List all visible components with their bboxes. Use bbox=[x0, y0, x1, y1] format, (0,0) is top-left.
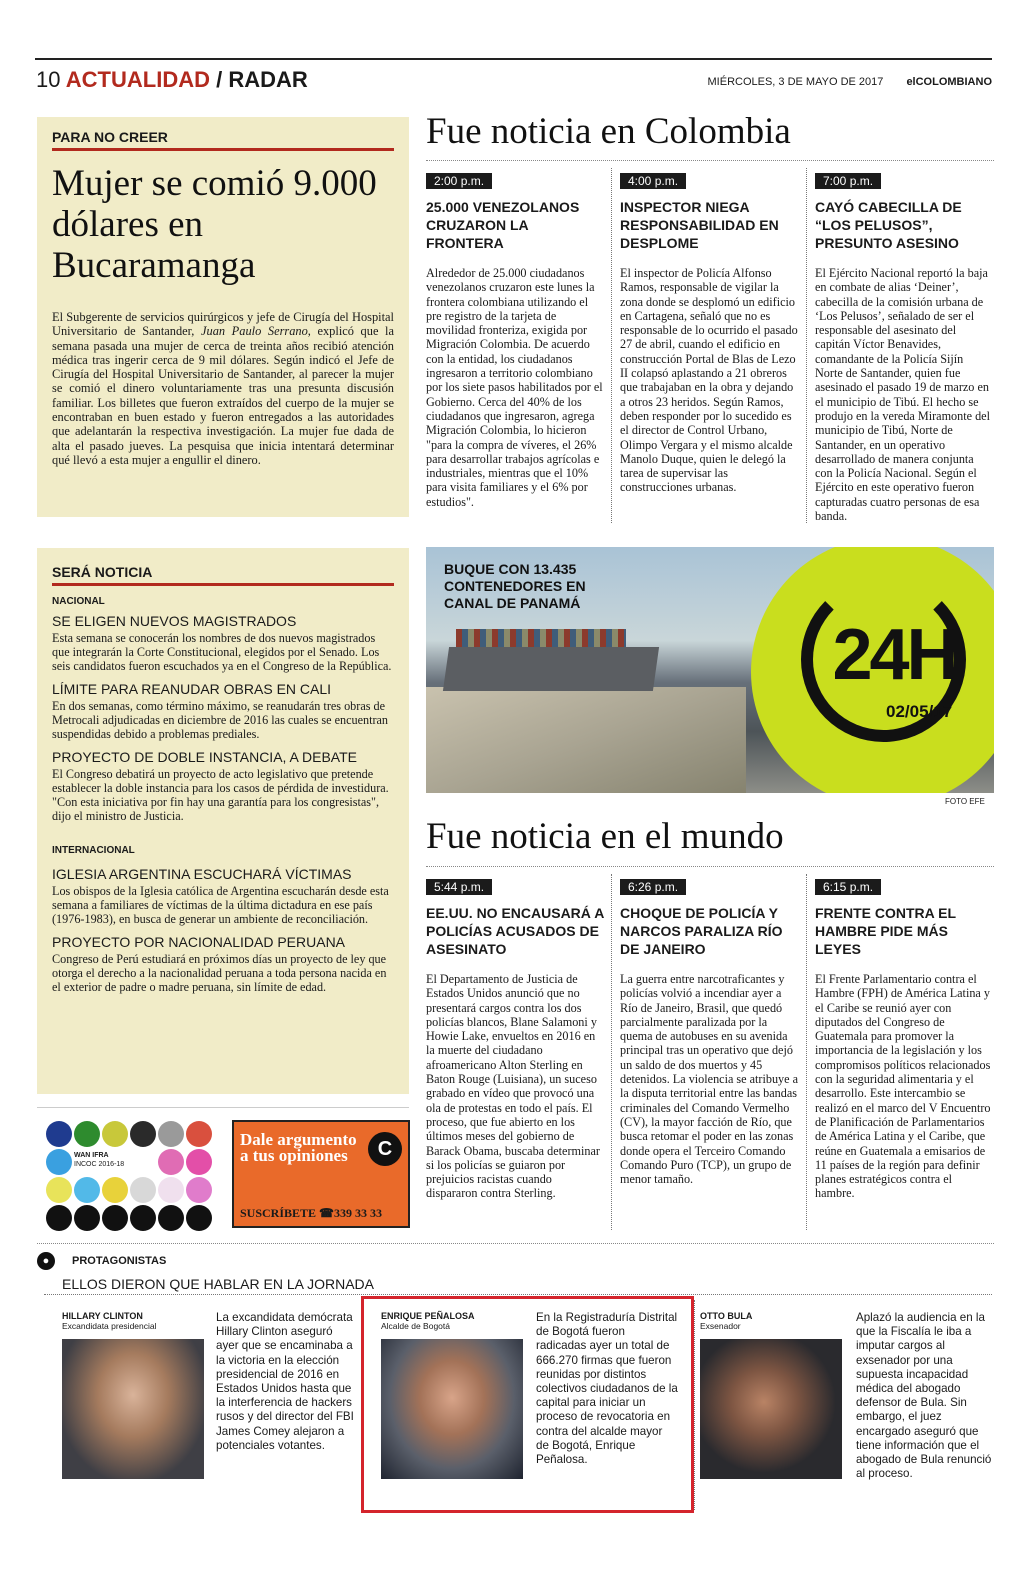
color-swatch bbox=[102, 1121, 128, 1147]
protagonistas-rule bbox=[44, 1294, 992, 1295]
column-divider bbox=[806, 874, 807, 1230]
sera-noticia-body: Congreso de Perú estudiará en próximos días un proyecto de ley que otorga el derecho a la nacionalidad peruana a toda persona nacida en el exterior de padre o madre peruana, sin límite de edad. bbox=[52, 952, 387, 994]
sera-noticia-headline: IGLESIA ARGENTINA ESCUCHARÁ VÍCTIMAS bbox=[52, 866, 352, 882]
protagonist-name: ENRIQUE PEÑALOSA bbox=[381, 1311, 475, 1321]
item-headline: INSPECTOR NIEGA RESPONSABILIDAD EN DESPLOME bbox=[620, 199, 779, 251]
colombia-item bbox=[620, 172, 798, 495]
protagonist-role: Exsenador bbox=[700, 1321, 741, 1331]
protagonist-role: Excandidata presidencial bbox=[62, 1321, 157, 1331]
sera-noticia-body: Esta semana se conocerán los nombres de dos nuevos magistrados que integrarán la Corte Constitucional, elegidos por el Senado. Los seis candidatos fueron escuchados ya en el Congreso de la República. bbox=[52, 631, 392, 673]
item-time: 7:00 p.m. bbox=[815, 173, 881, 189]
incoc-text: INCOC 2016-18 bbox=[74, 1161, 125, 1168]
item-time: 5:44 p.m. bbox=[426, 879, 492, 895]
sera-noticia-headline: PROYECTO DE DOBLE INSTANCIA, A DEBATE bbox=[52, 749, 357, 765]
ad-cta: SUSCRÍBETE ☎339 33 33 bbox=[240, 1206, 382, 1220]
page-number: 10 bbox=[36, 67, 61, 92]
sera-noticia-body: Los obispos de la Iglesia católica de Argentina escucharán desde esta semana a familiares de víctimas de la última dictadura en ese país (1976-1983), en busca de generar un ambiente de reconciliación. bbox=[52, 884, 389, 926]
print-color-bar bbox=[40, 1113, 216, 1231]
item-body: Alrededor de 25.000 ciudadanos venezolanos cruzaron este lunes la frontera colombiana utilizando el pre registro de la tarjeta de movilidad fronteriza, exigida por Migración Colombia. De acuerdo con la entidad, los ciudadanos ingresaron a territorio colombiano por los siete pasos habilitados por el Gobierno. Cerca del 40% de los ciudadanos que ingresaron, agrega Migración Colombia, lo hicieron "para la compra de víveres, el 26% para desarrollar trabajos agrícolas e industriales, mientras que el 10% para visita familiares y el 6% por estudios". bbox=[426, 266, 603, 509]
color-swatch bbox=[102, 1177, 128, 1203]
color-swatch bbox=[158, 1149, 184, 1175]
protagonistas-subtitle: ELLOS DIERON QUE HABLAR EN LA JORNADA bbox=[62, 1276, 374, 1292]
canal-wall bbox=[426, 687, 746, 793]
header-separator: / bbox=[216, 67, 223, 92]
colombia-section-title: Fue noticia en Colombia bbox=[426, 111, 791, 152]
column-divider bbox=[611, 874, 612, 1230]
colombia-item bbox=[815, 172, 993, 523]
24h-date: 02/05/17 bbox=[886, 702, 953, 721]
item-headline: FRENTE CONTRA EL HAMBRE PIDE MÁS LEYES bbox=[815, 905, 956, 957]
protagonist-card bbox=[700, 1311, 994, 1491]
protagonist-card bbox=[62, 1311, 362, 1491]
photo-credit: FOTO EFE bbox=[945, 797, 985, 806]
mundo-title-rule bbox=[426, 866, 994, 867]
item-time: 6:26 p.m. bbox=[620, 879, 686, 895]
hillary-clinton-photo bbox=[62, 1339, 204, 1479]
item-time: 4:00 p.m. bbox=[620, 173, 686, 189]
color-swatch bbox=[130, 1177, 156, 1203]
header-meta bbox=[708, 76, 992, 88]
otto-bula-photo bbox=[700, 1339, 842, 1479]
color-swatch bbox=[46, 1205, 72, 1231]
colombia-title-rule bbox=[426, 160, 994, 161]
section-name: ACTUALIDAD bbox=[65, 67, 210, 92]
para-no-creer-body-1: El Subgerente de servicios quirúrgicos y jefe de Cirugía del Hospital Universitario de Santander, bbox=[52, 310, 394, 339]
nacional-label: NACIONAL bbox=[52, 596, 105, 607]
item-time: 6:15 p.m. bbox=[815, 879, 881, 895]
color-swatch bbox=[158, 1205, 184, 1231]
item-body: El Departamento de Justicia de Estados Unidos anunció que no presentará cargos contra los dos policías blancos, Blane Salamoni y Howie Lake, envueltos en 2016 en la muerte del ciudadano afroamericano Alton Sterling en Baton Rouge (Luisiana), un suceso grabado en vídeo que provocó una ola de protestas en todo el país. El proceso, que fue abierto en los últimos meses del gobierno de Barack Obama, buscaba determinar si los policías se guiaron por prejuicios racistas cuando dispararon contra Sterling. bbox=[426, 972, 600, 1201]
color-swatch bbox=[186, 1205, 212, 1231]
sera-noticia-headline: SE ELIGEN NUEVOS MAGISTRADOS bbox=[52, 613, 297, 629]
sera-noticia-headline: LÍMITE PARA REANUDAR OBRAS EN CALI bbox=[52, 681, 332, 697]
sera-noticia-kicker: SERÁ NOTICIA bbox=[52, 564, 394, 586]
color-swatch bbox=[130, 1121, 156, 1147]
header-rule bbox=[35, 58, 992, 60]
wan-ifra-text: WAN IFRA bbox=[74, 1152, 109, 1159]
para-no-creer-body bbox=[52, 310, 394, 467]
column-divider bbox=[694, 1300, 695, 1510]
para-no-creer-kicker: PARA NO CREER bbox=[52, 129, 394, 151]
color-swatch bbox=[74, 1121, 100, 1147]
mundo-item bbox=[815, 878, 993, 1201]
mundo-item bbox=[426, 878, 606, 1201]
item-body: El inspector de Policía Alfonso Ramos, responsable de vigilar la zona donde se desplomó un edificio en Cartagena, señaló que no es responsable de lo ocurrido el pasado 27 de abril, cuando el edificio en construcción Portal de Blas de Lezo II colapsó aplastando a 21 obreros que trabajaban en la obra y dejando a otros 23 heridos. Según Ramos, deben responder por lo sucedido es el director de Control Urbano, Olimpo Vergara y el mismo alcalde Manolo Duque, quien le delegó la tarea de supervisar las construcciones urbanas. bbox=[620, 266, 798, 495]
color-swatch bbox=[186, 1149, 212, 1175]
protagonist-name: OTTO BULA bbox=[700, 1311, 753, 1321]
protagonistas-title: PROTAGONISTAS bbox=[72, 1255, 167, 1267]
color-swatch bbox=[74, 1205, 100, 1231]
para-no-creer-body-2: , explicó que la semana pasada una mujer de cerca de treinta años recibió atención médica tras ingerir cerca de 9 mil dólares. Según indicó el Jefe de Cirugía del Hospital Universitario de Santander, al parecer la mujer se comió el dinero voluntariamente tras una presunta discusión familiar. Los billetes que fueron extraídos del cuerpo de la mujer se encontraban en buen estado y fueron entregados a las autoridades que adelantarán la respectiva investigación. La mujer fue dada de alta el pasado jueves. La pesquisa que inicia intentará determinar qué llevó a esta mujer a engullir el dinero. bbox=[52, 324, 394, 467]
ad-area-rule bbox=[37, 1107, 409, 1108]
photo-caption: BUQUE CON 13.435 CONTENEDORES EN CANAL DE PANAMÁ bbox=[444, 561, 586, 611]
item-headline: EE.UU. NO ENCAUSARÁ A POLICÍAS ACUSADOS DE ASESINATO bbox=[426, 905, 604, 957]
protagonist-text: Aplazó la audiencia en la que la Fiscalía le iba a imputar cargos al exsenador por una supuesta incapacidad médica del abogado defensor de Bula. Sin embargo, el juez encargado aseguró que tiene información que el abogado de Bula renunció al proceso. bbox=[856, 1311, 992, 1481]
protagonist-text: En la Registraduría Distrital de Bogotá fueron radicadas ayer un total de 666.270 firmas que fueron reunidas por distintos colectivos ciudadanos de la capital para iniciar un proceso de revocatoria en contra del alcalde mayor de Bogotá, Enrique Peñalosa. bbox=[536, 1311, 678, 1467]
color-swatch bbox=[46, 1121, 72, 1147]
ship-hull bbox=[443, 647, 659, 691]
para-no-creer-title: Mujer se comió 9.000 dólares en Bucaramanga bbox=[52, 163, 377, 286]
column-divider bbox=[806, 168, 807, 523]
wan-ifra-logo bbox=[74, 1151, 128, 1169]
sera-noticia-body: El Congreso debatirá un proyecto de acto legislativo que pretende establecer la doble instancia para los casos de pérdida de investidura. "Con esta iniciativa por fin hay una garantía para los congresistas", dijo el ministro de Justicia. bbox=[52, 767, 389, 823]
newspaper-brand: elCOLOMBIANO bbox=[906, 76, 992, 88]
24h-badge bbox=[751, 547, 994, 793]
item-headline: 25.000 VENEZOLANOS CRUZARON LA FRONTERA bbox=[426, 199, 580, 251]
color-swatch bbox=[46, 1149, 72, 1175]
color-swatch bbox=[158, 1121, 184, 1147]
panama-canal-photo bbox=[426, 547, 994, 793]
color-swatch bbox=[102, 1205, 128, 1231]
24h-label: 24H bbox=[832, 615, 956, 695]
subscription-ad[interactable] bbox=[232, 1120, 410, 1228]
ad-headline: Dale argumento a tus opiniones bbox=[240, 1130, 357, 1165]
mundo-section-title: Fue noticia en el mundo bbox=[426, 816, 784, 857]
internacional-label: INTERNACIONAL bbox=[52, 845, 135, 856]
item-time: 2:00 p.m. bbox=[426, 173, 492, 189]
sera-noticia-box bbox=[37, 548, 409, 1094]
sera-noticia-body: En dos semanas, como término máximo, se reanudarán tres obras de Metrocali adjudicadas en diciembre de 2016 las cuales se encuentran suspendidas debido a problemas prediales. bbox=[52, 699, 389, 741]
page-header bbox=[36, 67, 308, 93]
subsection-name: RADAR bbox=[228, 67, 308, 92]
protagonist-text: La excandidata demócrata Hillary Clinton aseguró ayer que se encaminaba a la victoria en la elección presidencial de 2016 en Estados Unidos hasta que la interferencia de hackers rusos y del director del FBI James Comey alejaron a potenciales votantes. bbox=[216, 1311, 354, 1452]
highlight-box bbox=[361, 1296, 694, 1513]
colombia-item bbox=[426, 172, 604, 509]
person-icon: ● bbox=[37, 1252, 55, 1270]
color-swatch bbox=[74, 1177, 100, 1203]
item-headline: CAYÓ CABECILLA DE “LOS PELUSOS”, PRESUNTO ASESINO bbox=[815, 199, 962, 251]
issue-date: MIÉRCOLES, 3 DE MAYO DE 2017 bbox=[707, 76, 884, 88]
color-swatch bbox=[46, 1177, 72, 1203]
para-no-creer-box bbox=[37, 117, 409, 517]
el-colombiano-logo-icon: C bbox=[368, 1132, 402, 1166]
item-body: El Frente Parlamentario contra el Hambre (FPH) de América Latina y el Caribe se reunió ayer con diputados del Congreso de Guatemala para promover la importancia de la legislación y los compromisos políticos relacionados con la seguridad alimentaria y el desarrollo. Este intercambio se realizó en el marco del V Encuentro de Planificación de Parlamentarios de América Latina y el Caribe, que reúne en Guatemala a emisarios de 11 países de la región para definir planes estratégicos contra el hambre. bbox=[815, 972, 991, 1201]
protagonist-name: HILLARY CLINTON bbox=[62, 1311, 143, 1321]
item-body: El Ejército Nacional reportó la baja en combate de alias ‘Deiner’, cabecilla de la comisión urbana de ‘Los Pelusos’, señalado de ser el responsable del asesinato del capitán Víctor Benavides, comandante de la Policía Sijín Norte de Santander, quien fue asesinado el pasado 19 de marzo en el municipio de Tibú. El hecho se produjo en la vereda Miramonte del municipio de Tibú, Norte de Santander, en un operativo desarrollado de manera conjunta con la Policía Nacional. Según el Ejército en este operativo fueron capturadas cuatro personas de esa banda. bbox=[815, 266, 990, 524]
protagonistas-top-rule bbox=[37, 1243, 994, 1244]
column-divider bbox=[611, 168, 612, 523]
color-swatch bbox=[130, 1205, 156, 1231]
mundo-item bbox=[620, 878, 800, 1186]
para-no-creer-body-name: Juan Paulo Serrano bbox=[201, 324, 308, 339]
item-headline: CHOQUE DE POLICÍA Y NARCOS PARALIZA RÍO DE JANEIRO bbox=[620, 905, 783, 957]
item-body: La guerra entre narcotraficantes y policías volvió a incendiar ayer a Río de Janeiro, Brasil, que quedó parcialmente paralizada por la quema de autobuses en su avenida principal tras un operativo que dejó un saldo de dos muertos y 45 detenidos. La violencia se atribuye a la disputa territorial entre las bandas criminales del Comando Vermelho (CV), la mayor facción de Río, que busca retomar el poder en las zonas donde opera el Terceiro Comando Comando Puro (TCP), un grupo de menor tamaño. bbox=[620, 972, 799, 1187]
color-swatch bbox=[186, 1177, 212, 1203]
color-swatch bbox=[158, 1177, 184, 1203]
sera-noticia-headline: PROYECTO POR NACIONALIDAD PERUANA bbox=[52, 934, 346, 950]
protagonist-role: Alcalde de Bogotá bbox=[381, 1321, 450, 1331]
color-swatch bbox=[186, 1121, 212, 1147]
